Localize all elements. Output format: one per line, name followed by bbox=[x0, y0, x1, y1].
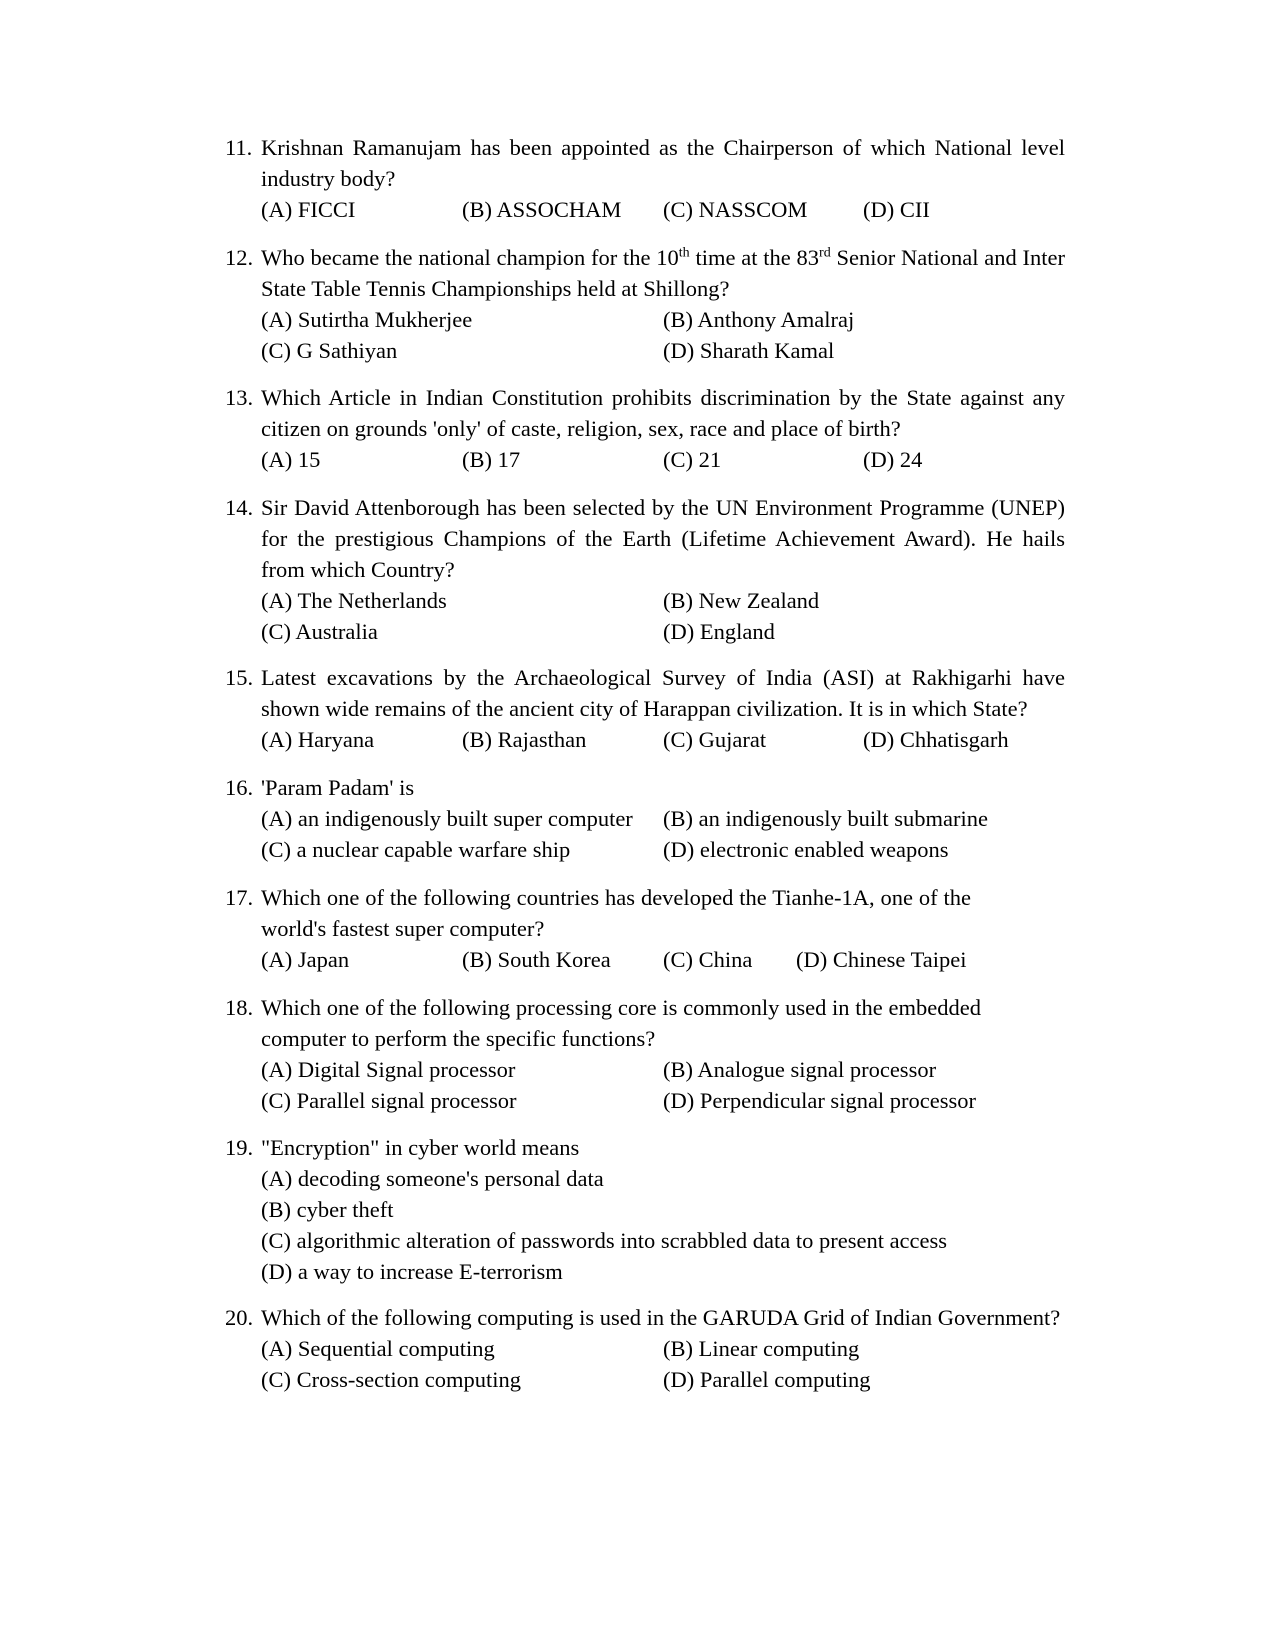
question-19 bbox=[225, 1132, 1065, 1287]
question-number: 16. bbox=[225, 775, 254, 800]
option-d: (D) electronic enabled weapons bbox=[663, 837, 949, 862]
question-text: "Encryption" in cyber world means bbox=[261, 1135, 580, 1160]
option-c: (C) Parallel signal processor bbox=[261, 1088, 517, 1113]
option-d: (D) Sharath Kamal bbox=[663, 338, 835, 363]
option-b: (B) New Zealand bbox=[663, 588, 820, 613]
option-c: (C) NASSCOM bbox=[663, 197, 808, 222]
option-b: (B) South Korea bbox=[462, 947, 611, 972]
question-number: 18. bbox=[225, 995, 254, 1020]
options-row bbox=[261, 335, 1065, 366]
question-text: Who became the national champion for the 10th time at the 83rd Senior National and Inter State Table Tennis Championships held at Shillong? bbox=[261, 245, 1065, 301]
option-d: (D) Parallel computing bbox=[663, 1367, 871, 1392]
option-a: (A) 15 bbox=[261, 447, 321, 472]
question-11 bbox=[225, 132, 1065, 225]
options-row bbox=[261, 585, 1065, 616]
options-row bbox=[261, 724, 1065, 755]
option-a: (A) The Netherlands bbox=[261, 588, 447, 613]
option-c: (C) G Sathiyan bbox=[261, 338, 398, 363]
option-b: (B) cyber theft bbox=[261, 1197, 394, 1222]
question-text: 'Param Padam' is bbox=[261, 775, 415, 800]
question-number: 13. bbox=[225, 385, 254, 410]
options-row bbox=[261, 444, 1065, 475]
question-number: 19. bbox=[225, 1135, 254, 1160]
option-c: (C) Australia bbox=[261, 619, 378, 644]
option-a: (A) Sutirtha Mukherjee bbox=[261, 307, 473, 332]
option-b: (B) ASSOCHAM bbox=[462, 197, 622, 222]
option-b: (B) Anthony Amalraj bbox=[663, 307, 855, 332]
option-d: (D) Chinese Taipei bbox=[796, 947, 967, 972]
options-row bbox=[261, 616, 1065, 647]
option-c: (C) Gujarat bbox=[663, 727, 767, 752]
option-d: (D) Chhatisgarh bbox=[863, 727, 1009, 752]
question-13 bbox=[225, 382, 1065, 475]
options-row bbox=[261, 1364, 1065, 1395]
option-a: (A) Haryana bbox=[261, 727, 375, 752]
option-b: (B) Analogue signal processor bbox=[663, 1057, 937, 1082]
question-text: Sir David Attenborough has been selected by the UN Environment Programme (UNEP) for the prestigious Champions of the Earth (Lifetime Achievement Award). He hails from which Country? bbox=[261, 495, 1065, 582]
option-c: (C) a nuclear capable warfare ship bbox=[261, 837, 571, 862]
question-16 bbox=[225, 772, 1065, 865]
question-number: 15. bbox=[225, 665, 254, 690]
options-row bbox=[261, 834, 1065, 865]
options-row bbox=[261, 1085, 1065, 1116]
option-d: (D) 24 bbox=[863, 447, 923, 472]
option-a: (A) decoding someone's personal data bbox=[261, 1166, 604, 1191]
option-b: (B) Rajasthan bbox=[462, 727, 587, 752]
option-b: (B) 17 bbox=[462, 447, 521, 472]
question-number: 20. bbox=[225, 1305, 254, 1330]
question-text: Which of the following computing is used in the GARUDA Grid of Indian Government? bbox=[261, 1305, 1061, 1330]
option-b: (B) an indigenously built submarine bbox=[663, 806, 988, 831]
option-a: (A) FICCI bbox=[261, 197, 356, 222]
question-number: 14. bbox=[225, 495, 254, 520]
options-row bbox=[261, 194, 1065, 225]
option-d: (D) CII bbox=[863, 197, 930, 222]
options-row bbox=[261, 1054, 1065, 1085]
question-number: 17. bbox=[225, 885, 254, 910]
option-c: (C) 21 bbox=[663, 447, 722, 472]
option-d: (D) Perpendicular signal processor bbox=[663, 1088, 977, 1113]
question-text: Latest excavations by the Archaeological Survey of India (ASI) at Rakhigarhi have shown wide remains of the ancient city of Harappan civilization. It is in which State? bbox=[261, 665, 1065, 721]
question-number: 11. bbox=[225, 135, 253, 160]
question-text: Krishnan Ramanujam has been appointed as the Chairperson of which National level industry body? bbox=[261, 135, 1065, 191]
question-14 bbox=[225, 492, 1065, 647]
question-text: Which one of the following processing core is commonly used in the embedded computer to perform the specific functions? bbox=[261, 995, 981, 1051]
question-20 bbox=[225, 1302, 1065, 1395]
option-c: (C) algorithmic alteration of passwords into scrabbled data to present access bbox=[261, 1228, 948, 1253]
option-a: (A) Japan bbox=[261, 947, 350, 972]
option-a: (A) Digital Signal processor bbox=[261, 1057, 516, 1082]
option-a: (A) Sequential computing bbox=[261, 1336, 495, 1361]
question-12 bbox=[225, 242, 1065, 366]
options-row bbox=[261, 944, 1065, 975]
option-d: (D) England bbox=[663, 619, 775, 644]
option-b: (B) Linear computing bbox=[663, 1336, 860, 1361]
question-15 bbox=[225, 662, 1065, 755]
options-row bbox=[261, 304, 1065, 335]
option-a: (A) an indigenously built super computer bbox=[261, 806, 633, 831]
options-row bbox=[261, 1333, 1065, 1364]
question-17 bbox=[225, 882, 1065, 975]
options-row bbox=[261, 803, 1065, 834]
option-c: (C) Cross-section computing bbox=[261, 1367, 521, 1392]
question-18 bbox=[225, 992, 1065, 1116]
option-c: (C) China bbox=[663, 947, 753, 972]
question-text: Which one of the following countries has developed the Tianhe-1A, one of the world's fastest super computer? bbox=[261, 885, 971, 941]
option-d: (D) a way to increase E-terrorism bbox=[261, 1259, 563, 1284]
question-number: 12. bbox=[225, 245, 254, 270]
question-text: Which Article in Indian Constitution prohibits discrimination by the State against any citizen on grounds 'only' of caste, religion, sex, race and place of birth? bbox=[261, 385, 1065, 441]
